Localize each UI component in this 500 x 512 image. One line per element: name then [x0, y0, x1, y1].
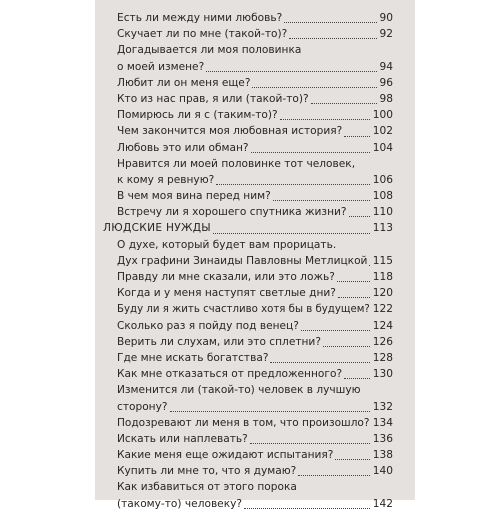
- entry-title: к кому я ревную?: [117, 173, 215, 186]
- page-number: 94: [379, 60, 393, 73]
- page-number: 134: [372, 416, 393, 429]
- toc-entry: [103, 285, 393, 301]
- entry-title: Как избавиться от этого порока: [117, 481, 297, 494]
- toc-entry: [103, 75, 393, 91]
- leader-dots: [250, 443, 370, 444]
- toc-entry: [103, 366, 393, 382]
- page-number: 110: [372, 206, 393, 219]
- entry-title: Догадывается ли моя половинка: [117, 44, 302, 57]
- entry-title: Кто из нас прав, я или (такой-то)?: [117, 92, 309, 105]
- toc-entry: [103, 301, 393, 317]
- entry-title: сторону?: [117, 400, 168, 413]
- leader-dots: [170, 411, 370, 412]
- page-number: 92: [379, 28, 393, 41]
- entry-title: о моей измене?: [117, 60, 205, 73]
- page-number: 124: [372, 319, 393, 332]
- page-number: 90: [379, 12, 393, 24]
- toc-entry: [103, 382, 393, 398]
- toc-entry: [103, 26, 393, 42]
- leader-dots: [280, 119, 370, 120]
- leader-dots: [298, 475, 370, 476]
- toc-entry: [103, 431, 393, 447]
- leader-dots: [284, 22, 377, 23]
- toc-entry: [103, 269, 393, 285]
- entry-title: Верить ли слухам, или это сплетни?: [117, 335, 321, 348]
- page-number: 132: [372, 400, 393, 413]
- leader-dots: [344, 378, 370, 379]
- leader-dots: [289, 38, 377, 39]
- leader-dots: [270, 362, 370, 363]
- leader-dots: [369, 265, 370, 266]
- toc-entry: [103, 479, 393, 495]
- section-heading: [103, 220, 393, 236]
- toc-entry: [103, 172, 393, 188]
- page-number: 108: [372, 190, 393, 203]
- entry-title: Чем закончится моя любовная история?: [117, 125, 343, 138]
- entry-title: Правду ли мне сказали, или это ложь?: [117, 271, 335, 283]
- page-number: 113: [372, 222, 393, 235]
- leader-dots: [216, 184, 370, 185]
- entry-title: Подозревают ли меня в том, что произошло?: [117, 416, 370, 429]
- leader-dots: [301, 330, 370, 331]
- entry-title: Как мне отказаться от предложенного?: [117, 368, 343, 381]
- toc-entry: [103, 59, 393, 75]
- entry-title: (такому-то) человеку?: [117, 497, 242, 510]
- toc-entry: [103, 318, 393, 334]
- entry-title: Какие меня еще ожидают испытания?: [117, 449, 334, 462]
- leader-dots: [244, 508, 370, 509]
- entry-title: Помирюсь ли я с (таким-то)?: [117, 109, 278, 122]
- toc-entry: [103, 91, 393, 107]
- toc-entry: [103, 42, 393, 58]
- page-number: 128: [372, 351, 393, 364]
- entry-title: Сколько раз я пойду под венец?: [117, 319, 299, 332]
- leader-dots: [251, 152, 370, 153]
- page-number: 122: [372, 303, 393, 316]
- toc-entry: [103, 107, 393, 123]
- table-of-contents: [103, 10, 393, 512]
- page-number: 100: [372, 109, 393, 122]
- entry-title: ЛЮДСКИЕ НУЖДЫ: [103, 222, 211, 235]
- leader-dots: [206, 71, 377, 72]
- page-number: 126: [372, 335, 393, 348]
- entry-title: В чем моя вина перед ним?: [117, 190, 271, 203]
- entry-title: Дух графини Зинаиды Павловны Метлицкой: [117, 254, 368, 267]
- entry-title: Изменится ли (такой-то) человек в лучшую: [117, 384, 361, 397]
- entry-title: Купить ли мне то, что я думаю?: [117, 465, 297, 478]
- entry-title: Есть ли между ними любовь?: [117, 12, 283, 24]
- page-number: 130: [372, 368, 393, 381]
- entry-title: Буду ли я жить счастливо хотя бы в будущем?: [117, 303, 370, 316]
- leader-dots: [273, 200, 370, 201]
- entry-title: Где мне искать богатства?: [117, 351, 269, 364]
- toc-entry: [103, 415, 393, 431]
- page-number: 120: [372, 287, 393, 300]
- page-number: 104: [372, 141, 393, 154]
- page-number: 136: [372, 432, 393, 445]
- leader-dots: [323, 346, 370, 347]
- leader-dots: [349, 216, 370, 217]
- page-number: 115: [372, 254, 393, 267]
- toc-entry: [103, 188, 393, 204]
- page-number: 118: [372, 271, 393, 283]
- leader-dots: [335, 459, 370, 460]
- leader-dots: [338, 297, 370, 298]
- toc-entry: [103, 204, 393, 220]
- leader-dots: [311, 103, 377, 104]
- toc-entry: [103, 156, 393, 172]
- toc-entry: [103, 10, 393, 26]
- entry-title: Когда и у меня наступят светлые дни?: [117, 287, 336, 300]
- page-number: 102: [372, 125, 393, 138]
- toc-entry: [103, 463, 393, 479]
- toc-entry: [103, 447, 393, 463]
- book-page: [95, 0, 415, 510]
- entry-title: Нравится ли моей половинке тот человек,: [117, 157, 356, 170]
- entry-title: Любовь это или обман?: [117, 141, 249, 154]
- page-number: 140: [372, 465, 393, 478]
- page-number: 138: [372, 449, 393, 462]
- toc-entry: [103, 140, 393, 156]
- page-number: 98: [379, 92, 393, 105]
- leader-dots: [344, 136, 370, 137]
- entry-title: Скучает ли по мне (такой-то)?: [117, 28, 288, 41]
- leader-dots: [252, 87, 377, 88]
- page-number: 142: [372, 497, 393, 510]
- entry-title: Искать или наплевать?: [117, 432, 248, 445]
- page-number: 96: [379, 76, 393, 89]
- entry-title: О духе, который будет вам прорицать.: [117, 238, 337, 251]
- toc-entry: [103, 237, 393, 253]
- toc-entry: [103, 350, 393, 366]
- page-number: 106: [372, 173, 393, 186]
- toc-entry: [103, 496, 393, 512]
- toc-entry: [103, 253, 393, 269]
- toc-entry: [103, 334, 393, 350]
- leader-dots: [213, 233, 370, 234]
- leader-dots: [337, 281, 370, 282]
- toc-entry: [103, 399, 393, 415]
- entry-title: Любит ли он меня еще?: [117, 76, 251, 89]
- toc-entry: [103, 123, 393, 139]
- entry-title: Встречу ли я хорошего спутника жизни?: [117, 206, 347, 219]
